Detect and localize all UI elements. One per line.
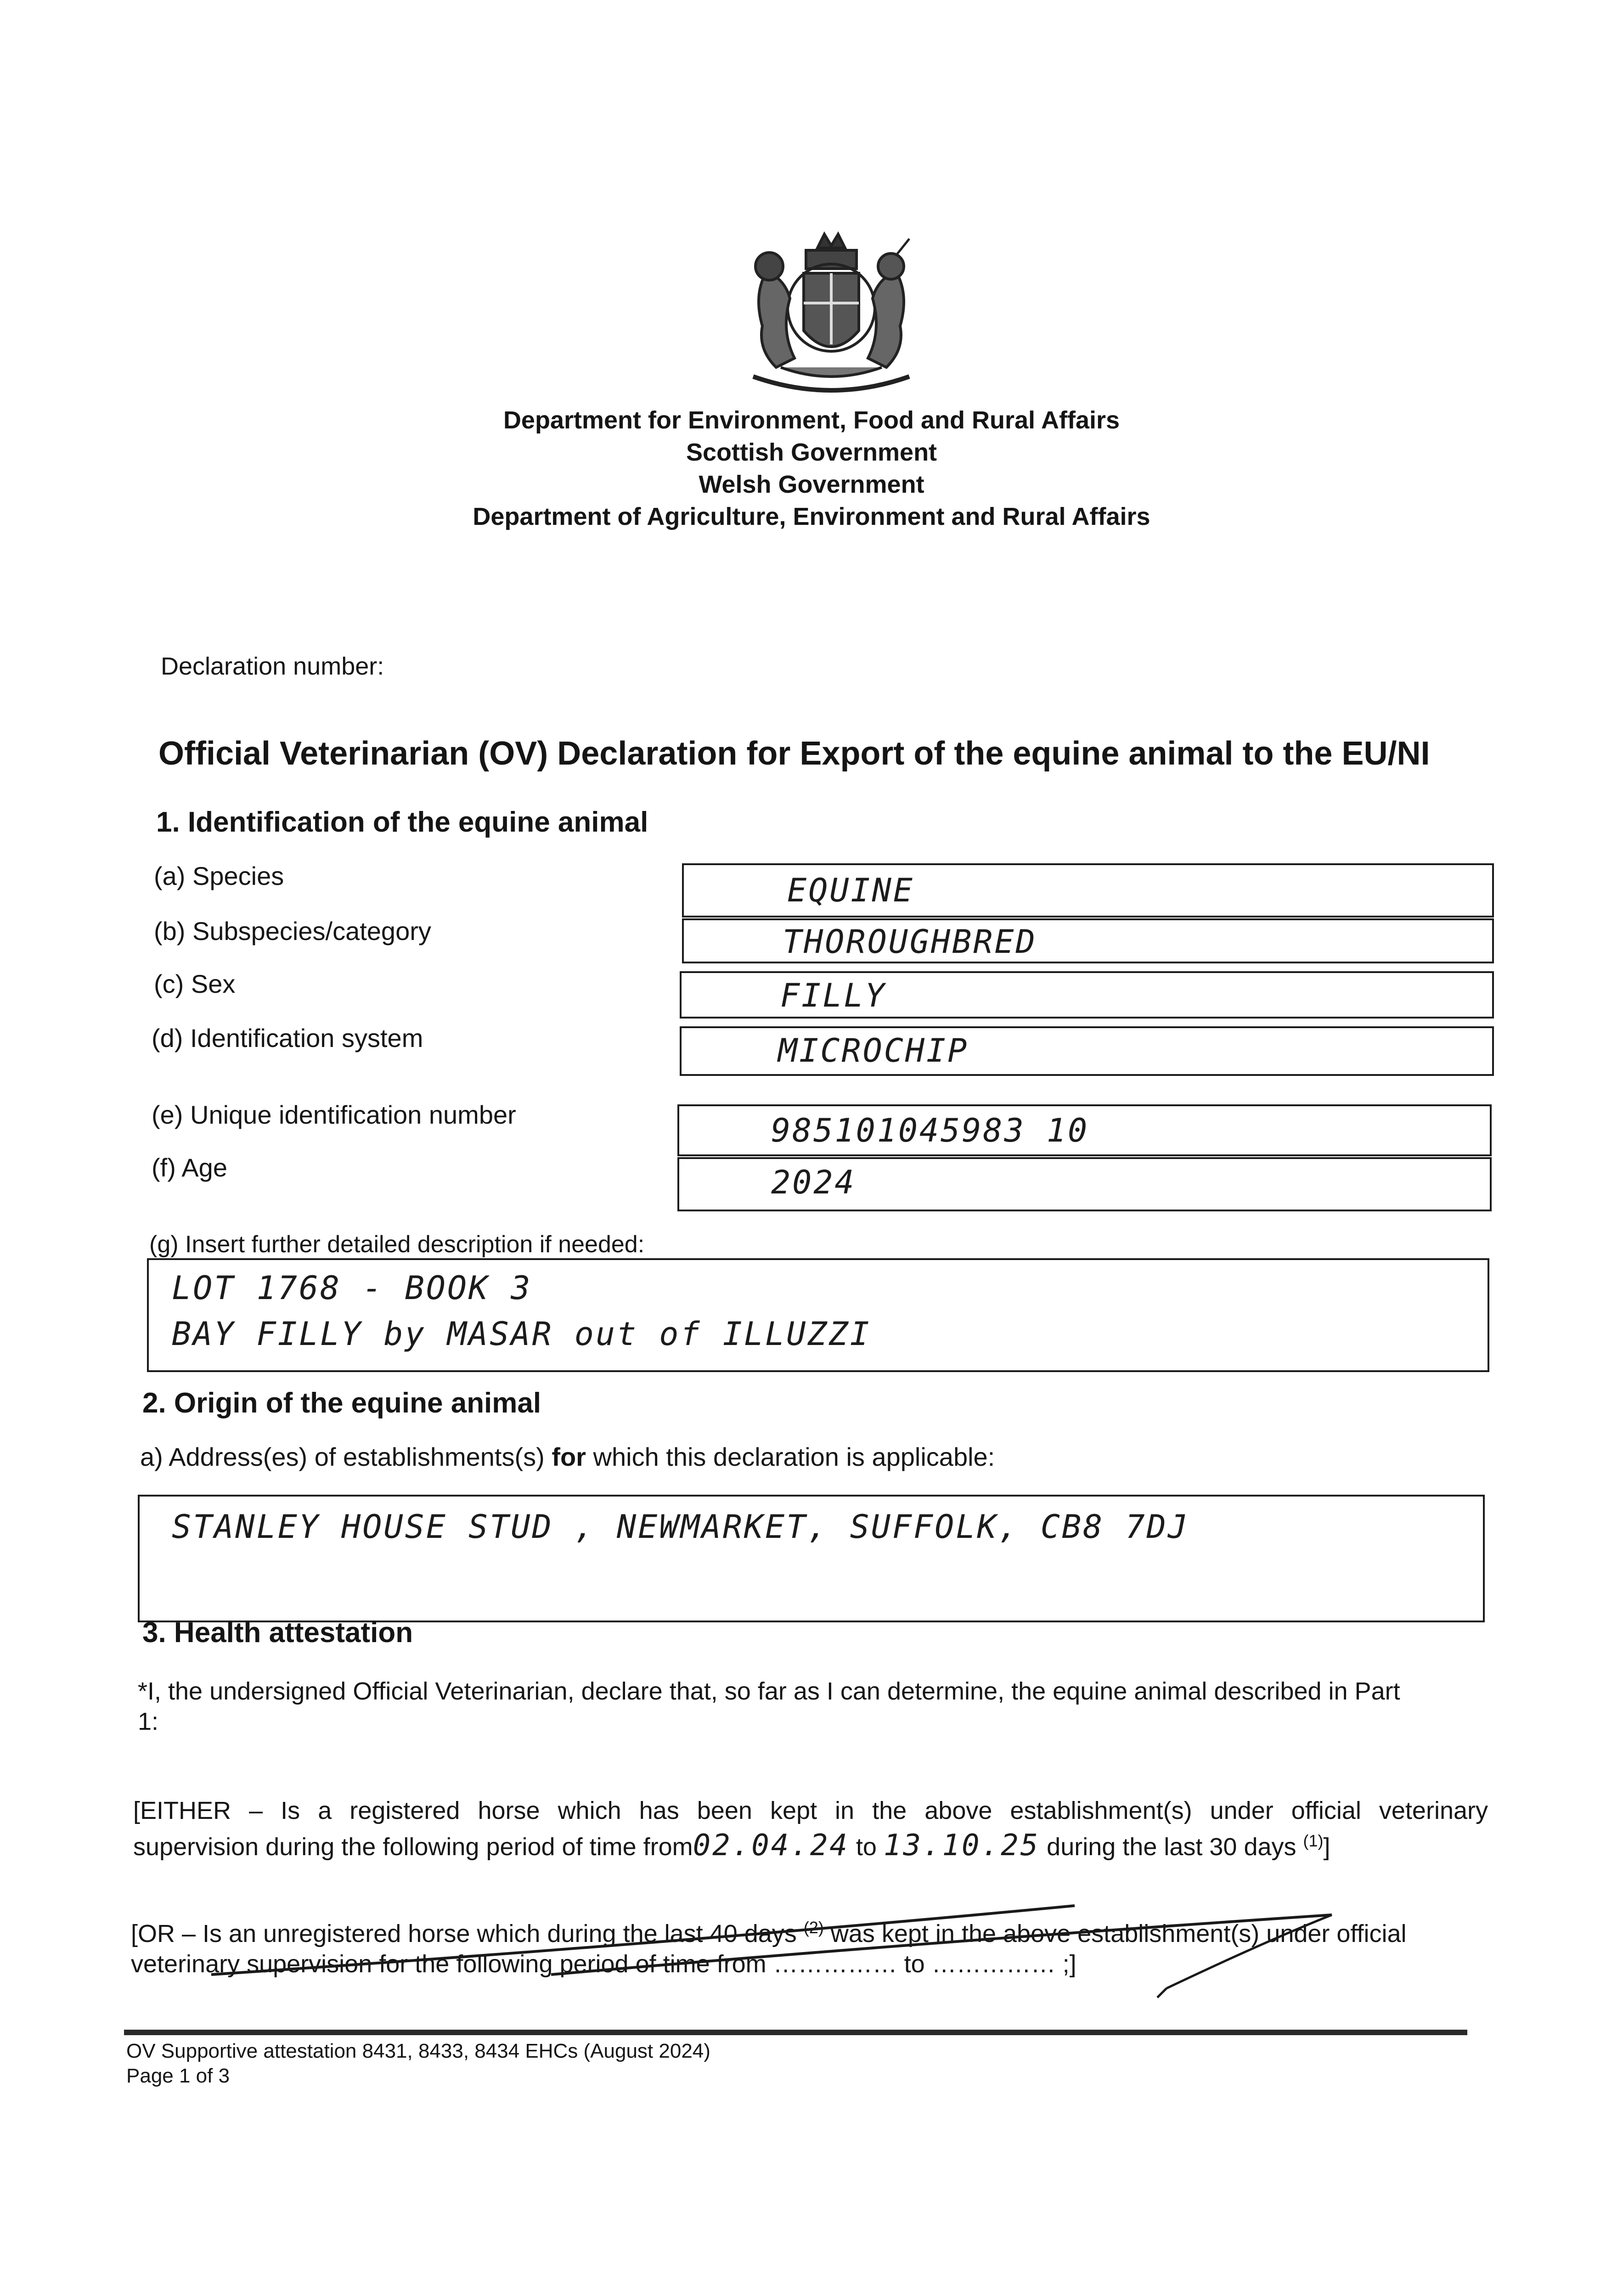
species-field[interactable] (682, 863, 1494, 917)
description-line-1: LOT 1768 - BOOK 3 (172, 1269, 532, 1307)
or-line-1-start: [OR – Is an unregistered horse which during the last 40 days (131, 1920, 804, 1947)
age-label: (f) Age (152, 1153, 227, 1182)
either-to-word: to (849, 1833, 884, 1861)
or-line-1 (131, 1913, 1488, 1949)
either-footnote-ref: (1) (1303, 1831, 1324, 1850)
footer-form-reference: OV Supportive attestation 8431, 8433, 8434 EHCs (August 2024) (126, 2040, 710, 2062)
uid-label: (e) Unique identification number (152, 1100, 516, 1129)
sex-value: FILLY (780, 977, 886, 1014)
subspecies-field[interactable] (682, 918, 1494, 963)
section1-heading: 1. Identification of the equine animal (156, 806, 648, 838)
id-system-field[interactable] (680, 1026, 1494, 1076)
species-label: (a) Species (154, 861, 284, 890)
uid-value: 985101045983 10 (771, 1112, 1089, 1149)
address-value: STANLEY HOUSE STUD , NEWMARKET, SUFFOLK, CB8 7DJ (172, 1508, 1189, 1546)
id-system-label: (d) Identification system (152, 1024, 423, 1052)
section3-heading: 3. Health attestation (142, 1617, 413, 1649)
royal-coat-of-arms-icon (726, 230, 937, 404)
footer (126, 2039, 710, 2088)
either-line-2-end: during the last 30 days (1040, 1833, 1296, 1861)
address-label-end: which this declaration is applicable: (586, 1442, 995, 1471)
either-clause (133, 1795, 1488, 1862)
health-intro (138, 1676, 1488, 1737)
age-value: 2024 (771, 1164, 856, 1201)
or-line-1-end: was kept in the above establishment(s) under official (823, 1920, 1407, 1947)
subspecies-label: (b) Subspecies/category (154, 917, 431, 945)
either-line-1: [EITHER – Is a registered horse which has been kept in the above establishment(s) under official veterinary (133, 1797, 1488, 1824)
footer-divider (124, 2030, 1467, 2035)
id-system-value: MICROCHIP (778, 1032, 969, 1069)
org-defra: Department for Environment, Food and Rural Affairs (503, 406, 1120, 434)
either-close-bracket: ] (1323, 1833, 1330, 1861)
declaration-number-label: Declaration number: (161, 653, 384, 680)
org-scottish-government: Scottish Government (686, 439, 937, 466)
or-clause (131, 1913, 1488, 1979)
page-title: Official Veterinarian (OV) Declaration for Export of the equine animal to the EU/NI (158, 735, 1430, 772)
description-line-2: BAY FILLY by MASAR out of ILLUZZI (172, 1315, 871, 1353)
address-label (140, 1442, 995, 1472)
or-line-2: veterinary supervision for the following period of time from …………… to …………… ;] (131, 1950, 1076, 1978)
address-field[interactable] (138, 1495, 1485, 1622)
either-to-date[interactable]: 13.10.25 (883, 1829, 1040, 1863)
or-footnote-ref: (2) (803, 1918, 824, 1937)
address-label-start: a) Address(es) of establishments(s) (140, 1442, 552, 1471)
uid-field[interactable] (677, 1104, 1492, 1156)
org-daera: Department of Agriculture, Environment and Rural Affairs (473, 503, 1150, 530)
either-line-2 (133, 1826, 1488, 1862)
footer-page-number: Page 1 of 3 (126, 2065, 230, 2087)
org-welsh-government: Welsh Government (699, 471, 924, 498)
age-field[interactable] (677, 1157, 1492, 1211)
either-from-date[interactable]: 02.04.24 (693, 1829, 849, 1863)
sex-field[interactable] (680, 971, 1494, 1019)
address-label-for: for (552, 1442, 586, 1471)
subspecies-value: THOROUGHBRED (783, 923, 1037, 961)
description-field[interactable] (147, 1258, 1489, 1372)
issuing-authorities (0, 404, 1623, 533)
section2-heading: 2. Origin of the equine animal (142, 1387, 541, 1419)
species-value: EQUINE (787, 872, 914, 909)
description-label: (g) Insert further detailed description if needed: (149, 1231, 645, 1258)
sex-label: (c) Sex (154, 969, 236, 998)
health-intro-line-2: 1: (138, 1708, 159, 1735)
either-line-2-start: supervision during the following period of time from (133, 1833, 693, 1861)
health-intro-line-1: *I, the undersigned Official Veterinarian, declare that, so far as I can determine, the equine animal described in Part (138, 1677, 1400, 1705)
